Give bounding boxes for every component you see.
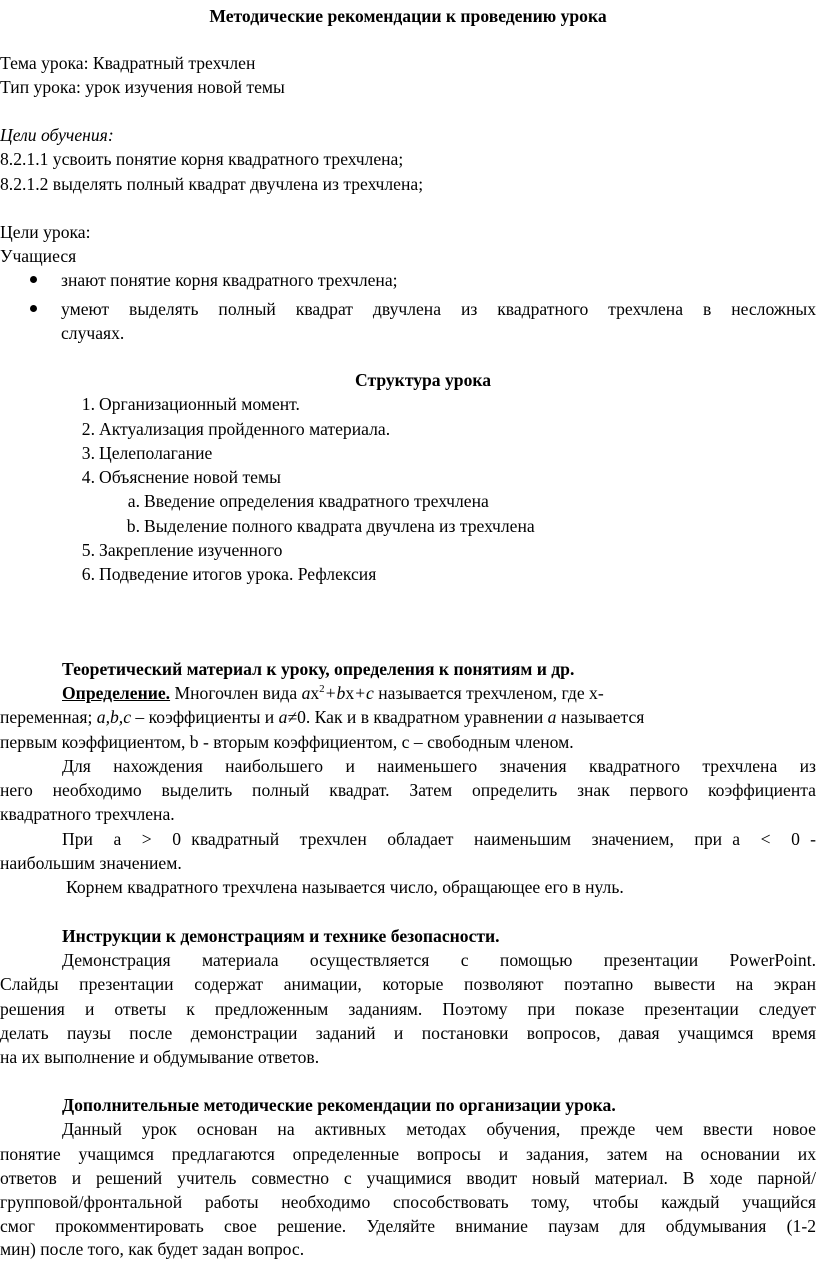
learning-goal-item: 8.2.1.1 усвоить понятие корня квадратного трехчлена; bbox=[0, 149, 404, 169]
formula-b: +b bbox=[324, 683, 346, 703]
definition-text: 0. Как и в квадратном уравнении bbox=[297, 707, 548, 727]
demo-heading: Инструкции к демонстрациям и технике безопасности. bbox=[62, 926, 500, 946]
extra-paragraph-line: групповой/фронтальной работы необходимо способствовать тому, чтобы каждый учащийся bbox=[0, 1192, 816, 1212]
extra-heading: Дополнительные методические рекомендации по организации урока. bbox=[62, 1095, 616, 1115]
structure-item-number: 2. bbox=[81, 419, 95, 439]
definition-text: называется трехчленом, где x- bbox=[373, 683, 604, 703]
structure-item bbox=[71, 538, 816, 563]
definition-line: первым коэффициентом, b - вторым коэффициентом, c – свободным членом. bbox=[0, 732, 574, 752]
bullet-icon bbox=[30, 276, 37, 283]
formula-a-neq: a≠ bbox=[278, 707, 298, 727]
structure-item-text: Введение определения квадратного трехчлена bbox=[144, 491, 489, 511]
structure-item-number: 1. bbox=[81, 394, 95, 414]
theory-paragraph-line: него необходимо выделить полный квадрат. Затем определить знак первого коэффициента bbox=[0, 780, 816, 800]
theory-paragraph-line: наибольшим значением. bbox=[0, 853, 182, 873]
demo-paragraph-line: решения и ответы к предложенным заданиям. Поэтому при показе презентации следует bbox=[0, 999, 816, 1019]
formula-coefficients: a,b,c bbox=[96, 707, 131, 727]
extra-paragraph-line: понятие учащимся предлагаются определенные вопросы и задания, затем на основании их bbox=[0, 1144, 816, 1164]
lesson-goal-bullet-continuation: случаях. bbox=[61, 323, 125, 343]
structure-item bbox=[71, 441, 816, 466]
formula-a: a bbox=[301, 683, 311, 703]
structure-subitem bbox=[116, 489, 816, 514]
structure-item-number: b. bbox=[126, 516, 140, 536]
definition-text: переменная; bbox=[0, 707, 97, 727]
definition-text: называется bbox=[556, 707, 645, 727]
structure-item bbox=[71, 465, 816, 490]
structure-item-text: Закрепление изученного bbox=[99, 540, 283, 560]
structure-heading: Структура урока bbox=[355, 370, 492, 390]
definition-line bbox=[62, 681, 816, 706]
bullet-icon bbox=[30, 305, 37, 312]
demo-paragraph-line: Демонстрация материала осуществляется с помощью презентации PowerPoint. bbox=[62, 950, 816, 970]
learning-goals-heading: Цели обучения: bbox=[0, 125, 114, 145]
lesson-goal-bullet: умеют выделять полный квадрат двучлена из квадратного трехчлена в несложных bbox=[61, 299, 816, 319]
extra-paragraph-line: ответов и решений учитель совместно с учащимися вводит новый материал. В ходе парной/ bbox=[0, 1168, 816, 1188]
theory-paragraph-line: квадратного трехчлена. bbox=[0, 804, 175, 824]
definition-line bbox=[0, 705, 816, 730]
lesson-goals-heading: Цели урока: bbox=[0, 222, 91, 242]
structure-item-text: Объяснение новой темы bbox=[99, 467, 281, 487]
lesson-goal-bullet: знают понятие корня квадратного трехчлена; bbox=[61, 270, 398, 290]
demo-paragraph-line: на их выполнение и обдумывание ответов. bbox=[0, 1047, 320, 1067]
demo-paragraph-line: делать паузы после демонстрации заданий и постановки вопросов, давая учащимся время bbox=[0, 1023, 816, 1043]
structure-item-number: a. bbox=[127, 491, 140, 511]
type-line: Тип урока: урок изучения новой темы bbox=[0, 77, 285, 97]
theory-paragraph-line: При a > 0 квадратный трехчлен обладает наименьшим значением, при a < 0 - bbox=[62, 829, 816, 849]
lesson-goals-subheading: Учащиеся bbox=[0, 246, 77, 266]
learning-goal-item: 8.2.1.2 выделять полный квадрат двучлена из трехчлена; bbox=[0, 174, 424, 194]
extra-paragraph-line: смог прокомментировать свое решение. Уделяйте внимание паузам для обдумывания (1-2 bbox=[0, 1216, 816, 1236]
structure-item-number: 4. bbox=[81, 467, 95, 487]
structure-item-text: Организационный момент. bbox=[99, 394, 300, 414]
structure-item bbox=[71, 562, 816, 587]
theory-paragraph-line: Для нахождения наибольшего и наименьшего значения квадратного трехчлена из bbox=[62, 756, 816, 776]
demo-paragraph-line: Слайды презентации содержат анимации, которые позволяют поэтапно вывести на экран bbox=[0, 974, 816, 994]
formula-x: x bbox=[310, 683, 320, 703]
structure-item-text: Актуализация пройденного материала. bbox=[99, 419, 391, 439]
extra-paragraph-line: Данный урок основан на активных методах обучения, прежде чем ввести новое bbox=[62, 1119, 816, 1139]
theory-heading: Теоретический материал к уроку, определения к понятиям и др. bbox=[62, 659, 575, 679]
definition-text: – коэффициенты и bbox=[131, 707, 279, 727]
formula-c: +c bbox=[354, 683, 374, 703]
formula-exponent: 2 bbox=[319, 683, 325, 696]
structure-subitem bbox=[116, 514, 816, 539]
structure-item-number: 6. bbox=[81, 564, 95, 584]
structure-item-text: Выделение полного квадрата двучлена из трехчлена bbox=[144, 516, 535, 536]
structure-item-number: 5. bbox=[81, 540, 95, 560]
structure-item-text: Целеполагание bbox=[99, 443, 213, 463]
definition-text: Многочлен вида bbox=[170, 683, 302, 703]
theory-paragraph-line: Корнем квадратного трехчлена называется число, обращающее его в нуль. bbox=[66, 877, 624, 897]
formula-x: x bbox=[345, 683, 355, 703]
structure-item-number: 3. bbox=[81, 443, 95, 463]
definition-label: Определение. bbox=[62, 683, 171, 703]
structure-item bbox=[71, 392, 816, 417]
extra-paragraph-line: мин) после того, как будет задан вопрос. bbox=[0, 1239, 305, 1259]
page-title: Методические рекомендации к проведению урока bbox=[209, 6, 607, 26]
structure-item-text: Подведение итогов урока. Рефлексия bbox=[99, 564, 377, 584]
structure-item bbox=[71, 417, 816, 442]
formula-a: a bbox=[547, 707, 557, 727]
topic-line: Тема урока: Квадратный трехчлен bbox=[0, 53, 256, 73]
